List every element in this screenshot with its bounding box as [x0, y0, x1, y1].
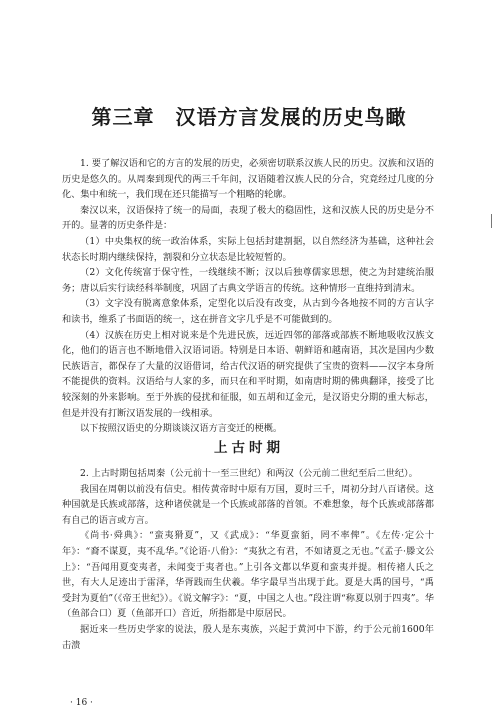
chapter-title: 第三章 汉语方言发展的历史鸟瞰 [91, 105, 407, 129]
paragraph: 1. 要了解汉语和它的方言的发展的历史，必须密切联系汉族人民的历史。汉族和汉语的历史是悠久的。从周秦到现代的两三千年间，汉语随着汉族人民的分合，究竟经过几度的分化、集中和统一，我们现在还只能描写一个粗略的轮廓。 [62, 158, 434, 201]
paragraph: 据近来一些历史学家的说法，殷人是东夷族，兴起于黄河中下游，约于公元前1600年击溃 [62, 623, 434, 651]
paragraph: 我国在周朝以前没有信史。相传黄帝时中原有万国，夏时三千，周初分封八百诸侯。这种国就是氏族或部落，这种诸侯就是一个氏族或部落的首领。不难想象，每个氏族或部落都有自己的语言或方言。 [62, 483, 434, 526]
scan-edge-mark [491, 214, 492, 228]
page-number: · 16 · [70, 698, 93, 708]
paragraph: 2. 上古时期包括周秦（公元前十一至三世纪）和两汉（公元前二世纪至后二世纪）。 [80, 468, 418, 479]
paragraph: （4）汉族在历史上相对说来是个先进民族，远近四邻的部落或部族不断地吸收汉族文化，他们的语言也不断地借入汉语词语。特别是日本语、朝鲜语和越南语，其次是国内少数民族语言，都保存了大量的汉语借词，给古代汉语的研究提供了宝贵的资料——汉字本身所不能提供的资料。汉语给与人家的多，而只在和平时期，如南唐时期的佛典翻译，接受了比较深刻的外来影响。至于外族的侵扰和征服，如五胡和辽金元，是汉语史分期的重大标志，但是并没有打断汉语发展的一线相承。 [62, 329, 434, 419]
paragraph: 以下按照汉语史的分期谈谈汉语方言变迁的梗概。 [80, 423, 283, 435]
paragraph: （1）中央集权的统一政治体系，实际上包括封建割据，以自然经济为基础，这种社会状态长时期内继续保持，割裂和分立状态是比较短暂的。 [62, 235, 434, 263]
section-text-block [62, 466, 434, 653]
paragraph: 秦汉以来，汉语保持了统一的局面，表现了极大的稳固性，这和汉族人民的历史是分不开的。显著的历史条件是： [62, 204, 434, 232]
section-title: 上古时期 [214, 440, 284, 456]
paragraph: 《尚书·舜典》：“蛮夷猾夏”，又《武成》：“华夏蛮貊，罔不率俾”。《左传·定公十年》：“裔不谋夏，夷不乱华。”《论语·八佾》：“夷狄之有君，不如诸夏之无也。”《孟子·滕文公上》：“吾闻用夏变夷者，未闻变于夷者也。”上引各文都以华夏和蛮夷并提。相传褚人氏之世，有大人足迹出于雷泽，华胥践而生伏羲。华字最早当出现于此。夏是大禹的国号，“禹受封为夏伯”（《帝王世纪》）。《说文解字》：“夏，中国之人也。”段注谓“称夏以别于四夷”。华（鱼部合口）夏（鱼部开口）音近，所指都是中原居民。 [62, 530, 434, 620]
paragraph: （2）文化传统富于保守性，一线继续不断；汉以后独尊儒家思想，使之为封建统治服务；唐以后实行读经科举制度，巩固了古典文学语言的传统。这种情形一直维持到清末。 [62, 267, 434, 294]
paragraph: （3）文字没有脱离意象体系，定型化以后没有改变，从古到今各地按不同的方言认字和读书，维系了书面语的统一，这在拼音文字几乎是不可能做到的。 [62, 298, 434, 325]
intro-text-block [62, 156, 434, 437]
